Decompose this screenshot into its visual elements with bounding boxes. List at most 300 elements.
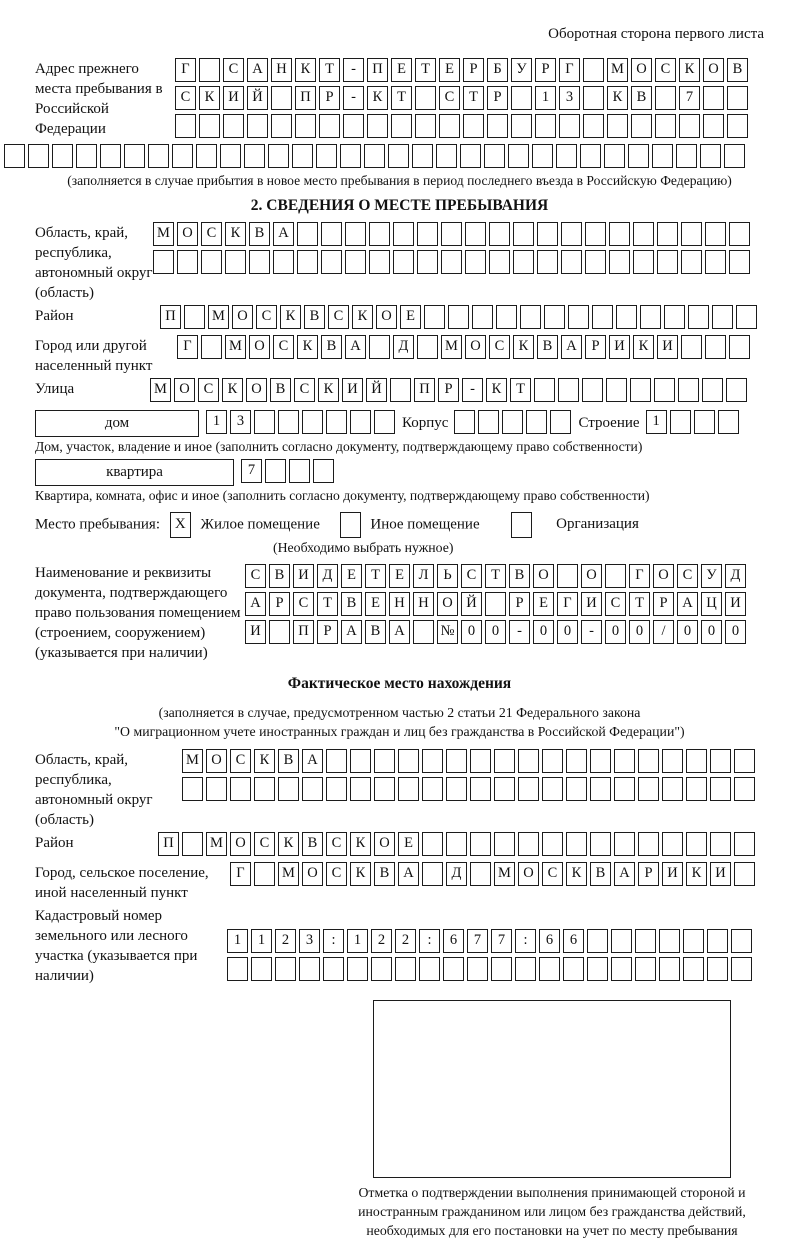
form-cell[interactable]: П — [295, 86, 316, 110]
form-cell[interactable] — [683, 957, 704, 981]
form-cell[interactable]: 1 — [347, 929, 368, 953]
form-cell[interactable]: К — [254, 749, 275, 773]
form-cell[interactable]: Й — [366, 378, 387, 402]
form-cell[interactable] — [515, 957, 536, 981]
form-cell[interactable] — [271, 86, 292, 110]
form-cell[interactable]: С — [245, 564, 266, 588]
form-cell[interactable]: И — [581, 592, 602, 616]
form-cell[interactable] — [369, 250, 390, 274]
form-cell[interactable] — [369, 335, 390, 359]
form-cell[interactable]: А — [398, 862, 419, 886]
form-cell[interactable] — [729, 250, 750, 274]
form-cell[interactable]: Т — [391, 86, 412, 110]
form-cell[interactable] — [703, 114, 724, 138]
form-cell[interactable] — [223, 114, 244, 138]
form-cell[interactable] — [251, 957, 272, 981]
form-cell[interactable] — [582, 378, 603, 402]
form-cell[interactable] — [710, 777, 731, 801]
form-cell[interactable] — [657, 250, 678, 274]
form-cell[interactable]: 2 — [371, 929, 392, 953]
form-cell[interactable]: А — [302, 749, 323, 773]
form-cell[interactable] — [470, 862, 491, 886]
form-cell[interactable]: О — [374, 832, 395, 856]
form-cell[interactable]: - — [343, 58, 364, 82]
form-cell[interactable]: А — [341, 620, 362, 644]
form-cell[interactable] — [537, 250, 558, 274]
form-cell[interactable]: П — [367, 58, 388, 82]
form-cell[interactable] — [367, 114, 388, 138]
form-cell[interactable]: Т — [365, 564, 386, 588]
form-cell[interactable]: О — [465, 335, 486, 359]
form-cell[interactable] — [628, 144, 649, 168]
form-cell[interactable]: И — [725, 592, 746, 616]
form-cell[interactable] — [681, 250, 702, 274]
form-cell[interactable]: 2 — [395, 929, 416, 953]
form-cell[interactable] — [729, 222, 750, 246]
form-cell[interactable] — [542, 832, 563, 856]
form-cell[interactable]: И — [342, 378, 363, 402]
form-cell[interactable] — [422, 832, 443, 856]
form-cell[interactable]: В — [341, 592, 362, 616]
form-cell[interactable]: 1 — [535, 86, 556, 110]
form-cell[interactable] — [422, 777, 443, 801]
form-cell[interactable] — [460, 144, 481, 168]
form-cell[interactable] — [182, 832, 203, 856]
form-cell[interactable]: 3 — [299, 929, 320, 953]
form-cell[interactable]: 0 — [605, 620, 626, 644]
form-cell[interactable] — [446, 777, 467, 801]
form-cell[interactable] — [4, 144, 25, 168]
form-cell[interactable] — [225, 250, 246, 274]
form-cell[interactable]: С — [542, 862, 563, 886]
form-cell[interactable]: С — [198, 378, 219, 402]
form-cell[interactable] — [326, 410, 347, 434]
form-cell[interactable]: 6 — [539, 929, 560, 953]
form-cell[interactable]: Р — [438, 378, 459, 402]
form-cell[interactable] — [494, 777, 515, 801]
form-cell[interactable]: В — [302, 832, 323, 856]
form-cell[interactable]: О — [703, 58, 724, 82]
form-cell[interactable]: К — [686, 862, 707, 886]
form-cell[interactable] — [539, 957, 560, 981]
form-cell[interactable]: В — [278, 749, 299, 773]
form-cell[interactable] — [153, 250, 174, 274]
form-cell[interactable] — [710, 749, 731, 773]
form-cell[interactable]: Е — [398, 832, 419, 856]
form-cell[interactable] — [611, 929, 632, 953]
form-cell[interactable] — [611, 957, 632, 981]
form-cell[interactable]: Р — [638, 862, 659, 886]
form-cell[interactable] — [323, 957, 344, 981]
form-cell[interactable] — [605, 564, 626, 588]
form-cell[interactable] — [369, 222, 390, 246]
form-cell[interactable] — [340, 144, 361, 168]
form-cell[interactable] — [485, 592, 506, 616]
form-cell[interactable]: О — [533, 564, 554, 588]
form-cell[interactable] — [631, 114, 652, 138]
form-cell[interactable]: С — [489, 335, 510, 359]
form-cell[interactable] — [326, 777, 347, 801]
form-cell[interactable] — [316, 144, 337, 168]
form-cell[interactable] — [345, 250, 366, 274]
form-cell[interactable] — [633, 250, 654, 274]
form-cell[interactable] — [654, 378, 675, 402]
form-cell[interactable]: А — [247, 58, 268, 82]
form-cell[interactable] — [580, 144, 601, 168]
form-cell[interactable] — [566, 832, 587, 856]
form-cell[interactable] — [465, 222, 486, 246]
form-cell[interactable] — [470, 749, 491, 773]
form-cell[interactable]: П — [158, 832, 179, 856]
form-cell[interactable]: М — [206, 832, 227, 856]
form-cell[interactable] — [734, 832, 755, 856]
form-cell[interactable]: К — [350, 862, 371, 886]
form-cell[interactable] — [448, 305, 469, 329]
form-cell[interactable]: Л — [413, 564, 434, 588]
form-cell[interactable]: К — [486, 378, 507, 402]
form-cell[interactable]: Е — [389, 564, 410, 588]
form-cell[interactable]: 0 — [485, 620, 506, 644]
form-cell[interactable] — [731, 957, 752, 981]
form-cell[interactable] — [494, 832, 515, 856]
form-cell[interactable] — [534, 378, 555, 402]
form-cell[interactable]: А — [677, 592, 698, 616]
form-cell[interactable] — [734, 862, 755, 886]
form-cell[interactable] — [412, 144, 433, 168]
form-cell[interactable] — [614, 749, 635, 773]
form-cell[interactable]: В — [537, 335, 558, 359]
form-cell[interactable] — [249, 250, 270, 274]
form-cell[interactable]: 3 — [230, 410, 251, 434]
form-cell[interactable] — [705, 250, 726, 274]
form-cell[interactable] — [393, 222, 414, 246]
form-cell[interactable] — [374, 410, 395, 434]
form-cell[interactable] — [297, 250, 318, 274]
form-cell[interactable]: Т — [485, 564, 506, 588]
form-cell[interactable] — [350, 777, 371, 801]
form-cell[interactable] — [537, 222, 558, 246]
form-cell[interactable] — [273, 250, 294, 274]
form-cell[interactable]: 0 — [677, 620, 698, 644]
form-cell[interactable]: Е — [439, 58, 460, 82]
form-cell[interactable] — [417, 222, 438, 246]
form-cell[interactable] — [678, 378, 699, 402]
form-cell[interactable]: К — [633, 335, 654, 359]
form-cell[interactable] — [364, 144, 385, 168]
form-cell[interactable]: С — [201, 222, 222, 246]
form-cell[interactable]: 7 — [491, 929, 512, 953]
form-cell[interactable] — [511, 114, 532, 138]
form-cell[interactable] — [607, 114, 628, 138]
form-cell[interactable]: В — [269, 564, 290, 588]
form-cell[interactable] — [390, 378, 411, 402]
form-cell[interactable] — [269, 620, 290, 644]
form-cell[interactable] — [550, 410, 571, 434]
form-cell[interactable]: 6 — [443, 929, 464, 953]
form-cell[interactable] — [201, 335, 222, 359]
form-cell[interactable]: И — [245, 620, 266, 644]
form-cell[interactable]: 0 — [557, 620, 578, 644]
form-cell[interactable]: - — [343, 86, 364, 110]
form-cell[interactable] — [686, 832, 707, 856]
form-cell[interactable]: С — [254, 832, 275, 856]
form-cell[interactable]: В — [509, 564, 530, 588]
form-cell[interactable] — [518, 777, 539, 801]
form-cell[interactable] — [465, 250, 486, 274]
form-cell[interactable] — [590, 749, 611, 773]
form-cell[interactable] — [275, 957, 296, 981]
form-cell[interactable] — [734, 777, 755, 801]
form-cell[interactable]: К — [367, 86, 388, 110]
form-cell[interactable] — [686, 749, 707, 773]
form-cell[interactable]: О — [302, 862, 323, 886]
form-cell[interactable] — [727, 114, 748, 138]
form-cell[interactable]: 0 — [461, 620, 482, 644]
form-cell[interactable]: М — [494, 862, 515, 886]
form-cell[interactable]: Т — [629, 592, 650, 616]
form-cell[interactable]: 1 — [227, 929, 248, 953]
form-cell[interactable]: П — [414, 378, 435, 402]
form-cell[interactable] — [441, 222, 462, 246]
form-cell[interactable] — [254, 777, 275, 801]
form-cell[interactable] — [633, 222, 654, 246]
form-cell[interactable]: Г — [230, 862, 251, 886]
form-cell[interactable]: Д — [393, 335, 414, 359]
form-cell[interactable] — [478, 410, 499, 434]
form-cell[interactable]: У — [701, 564, 722, 588]
form-cell[interactable]: 3 — [559, 86, 580, 110]
form-cell[interactable] — [614, 777, 635, 801]
form-cell[interactable] — [638, 777, 659, 801]
form-cell[interactable] — [535, 114, 556, 138]
form-cell[interactable]: Д — [725, 564, 746, 588]
form-cell[interactable]: В — [590, 862, 611, 886]
form-cell[interactable]: С — [223, 58, 244, 82]
form-cell[interactable]: А — [389, 620, 410, 644]
form-cell[interactable]: О — [232, 305, 253, 329]
form-cell[interactable] — [374, 777, 395, 801]
form-cell[interactable]: А — [561, 335, 582, 359]
form-cell[interactable]: М — [150, 378, 171, 402]
form-cell[interactable] — [299, 957, 320, 981]
form-cell[interactable] — [635, 929, 656, 953]
form-cell[interactable] — [556, 144, 577, 168]
form-cell[interactable]: О — [437, 592, 458, 616]
form-cell[interactable]: Й — [461, 592, 482, 616]
form-cell[interactable] — [268, 144, 289, 168]
form-cell[interactable]: М — [153, 222, 174, 246]
form-cell[interactable]: № — [437, 620, 458, 644]
form-cell[interactable] — [196, 144, 217, 168]
form-cell[interactable] — [487, 114, 508, 138]
form-cell[interactable] — [172, 144, 193, 168]
form-cell[interactable]: Р — [487, 86, 508, 110]
form-cell[interactable] — [254, 862, 275, 886]
form-cell[interactable] — [568, 305, 589, 329]
form-cell[interactable]: И — [293, 564, 314, 588]
form-cell[interactable] — [585, 222, 606, 246]
form-cell[interactable]: Р — [319, 86, 340, 110]
form-cell[interactable] — [302, 410, 323, 434]
form-cell[interactable] — [731, 929, 752, 953]
form-cell[interactable] — [436, 144, 457, 168]
form-cell[interactable]: О — [174, 378, 195, 402]
form-cell[interactable]: И — [662, 862, 683, 886]
form-cell[interactable]: М — [607, 58, 628, 82]
form-cell[interactable] — [350, 749, 371, 773]
form-cell[interactable]: А — [614, 862, 635, 886]
form-cell[interactable] — [265, 459, 286, 483]
form-cell[interactable] — [659, 929, 680, 953]
form-cell[interactable] — [472, 305, 493, 329]
form-cell[interactable]: 0 — [629, 620, 650, 644]
form-cell[interactable]: Г — [557, 592, 578, 616]
form-cell[interactable] — [227, 957, 248, 981]
form-cell[interactable]: П — [293, 620, 314, 644]
form-cell[interactable] — [583, 86, 604, 110]
form-cell[interactable] — [590, 832, 611, 856]
form-cell[interactable]: : — [515, 929, 536, 953]
form-cell[interactable]: В — [631, 86, 652, 110]
form-cell[interactable] — [635, 957, 656, 981]
form-cell[interactable] — [640, 305, 661, 329]
form-cell[interactable]: О — [631, 58, 652, 82]
form-cell[interactable]: В — [304, 305, 325, 329]
form-cell[interactable]: В — [374, 862, 395, 886]
form-cell[interactable]: С — [256, 305, 277, 329]
form-cell[interactable] — [705, 222, 726, 246]
form-cell[interactable] — [542, 749, 563, 773]
form-cell[interactable] — [244, 144, 265, 168]
form-cell[interactable] — [630, 378, 651, 402]
form-cell[interactable]: К — [350, 832, 371, 856]
form-cell[interactable] — [526, 410, 547, 434]
form-cell[interactable] — [587, 929, 608, 953]
form-cell[interactable]: С — [293, 592, 314, 616]
form-cell[interactable]: Е — [365, 592, 386, 616]
form-cell[interactable] — [417, 250, 438, 274]
form-cell[interactable] — [391, 114, 412, 138]
form-cell[interactable] — [124, 144, 145, 168]
form-cell[interactable] — [371, 957, 392, 981]
form-cell[interactable] — [271, 114, 292, 138]
form-cell[interactable] — [76, 144, 97, 168]
form-cell[interactable] — [470, 777, 491, 801]
form-cell[interactable] — [467, 957, 488, 981]
form-cell[interactable] — [417, 335, 438, 359]
form-cell[interactable] — [199, 114, 220, 138]
form-cell[interactable] — [350, 410, 371, 434]
form-cell[interactable]: Г — [629, 564, 650, 588]
form-cell[interactable]: О — [581, 564, 602, 588]
form-cell[interactable] — [422, 749, 443, 773]
form-cell[interactable] — [518, 749, 539, 773]
form-cell[interactable] — [587, 957, 608, 981]
form-cell[interactable] — [491, 957, 512, 981]
form-cell[interactable]: Г — [175, 58, 196, 82]
checkbox-residential[interactable]: X — [170, 512, 191, 538]
form-cell[interactable]: Т — [463, 86, 484, 110]
form-cell[interactable] — [707, 957, 728, 981]
form-cell[interactable] — [395, 957, 416, 981]
form-cell[interactable]: Р — [653, 592, 674, 616]
form-cell[interactable] — [424, 305, 445, 329]
form-cell[interactable] — [321, 250, 342, 274]
form-cell[interactable] — [563, 957, 584, 981]
form-cell[interactable]: О — [249, 335, 270, 359]
form-cell[interactable] — [718, 410, 739, 434]
form-cell[interactable]: Р — [317, 620, 338, 644]
form-cell[interactable] — [707, 929, 728, 953]
form-cell[interactable] — [148, 144, 169, 168]
form-cell[interactable] — [302, 777, 323, 801]
form-cell[interactable] — [52, 144, 73, 168]
form-cell[interactable] — [561, 222, 582, 246]
form-cell[interactable] — [413, 620, 434, 644]
form-cell[interactable] — [679, 114, 700, 138]
form-cell[interactable] — [347, 957, 368, 981]
form-cell[interactable]: К — [566, 862, 587, 886]
form-cell[interactable] — [659, 957, 680, 981]
form-cell[interactable] — [502, 410, 523, 434]
form-cell[interactable]: К — [295, 58, 316, 82]
form-cell[interactable]: С — [273, 335, 294, 359]
form-cell[interactable] — [295, 114, 316, 138]
form-cell[interactable] — [278, 777, 299, 801]
form-cell[interactable]: К — [280, 305, 301, 329]
form-cell[interactable] — [489, 250, 510, 274]
form-cell[interactable] — [688, 305, 709, 329]
form-cell[interactable] — [398, 777, 419, 801]
form-cell[interactable] — [177, 250, 198, 274]
checkbox-other-premises[interactable] — [340, 512, 361, 538]
form-cell[interactable] — [343, 114, 364, 138]
form-cell[interactable]: С — [326, 832, 347, 856]
form-cell[interactable] — [606, 378, 627, 402]
form-cell[interactable]: К — [297, 335, 318, 359]
form-cell[interactable] — [319, 114, 340, 138]
form-cell[interactable] — [230, 777, 251, 801]
form-cell[interactable] — [664, 305, 685, 329]
form-cell[interactable] — [326, 749, 347, 773]
form-cell[interactable]: Т — [317, 592, 338, 616]
form-cell[interactable] — [292, 144, 313, 168]
form-cell[interactable] — [724, 144, 745, 168]
form-cell[interactable] — [513, 222, 534, 246]
form-cell[interactable]: И — [657, 335, 678, 359]
form-cell[interactable]: Е — [391, 58, 412, 82]
form-cell[interactable] — [247, 114, 268, 138]
form-cell[interactable] — [583, 114, 604, 138]
form-cell[interactable]: С — [230, 749, 251, 773]
form-cell[interactable]: С — [439, 86, 460, 110]
form-cell[interactable]: К — [199, 86, 220, 110]
form-cell[interactable]: С — [328, 305, 349, 329]
form-cell[interactable]: С — [326, 862, 347, 886]
form-cell[interactable]: К — [318, 378, 339, 402]
form-cell[interactable]: А — [345, 335, 366, 359]
form-cell[interactable]: 6 — [563, 929, 584, 953]
form-cell[interactable] — [681, 335, 702, 359]
form-cell[interactable] — [441, 250, 462, 274]
form-cell[interactable] — [710, 832, 731, 856]
form-cell[interactable] — [686, 777, 707, 801]
form-cell[interactable] — [443, 957, 464, 981]
form-cell[interactable] — [321, 222, 342, 246]
form-cell[interactable]: Й — [247, 86, 268, 110]
form-cell[interactable]: С — [605, 592, 626, 616]
form-cell[interactable]: 0 — [701, 620, 722, 644]
